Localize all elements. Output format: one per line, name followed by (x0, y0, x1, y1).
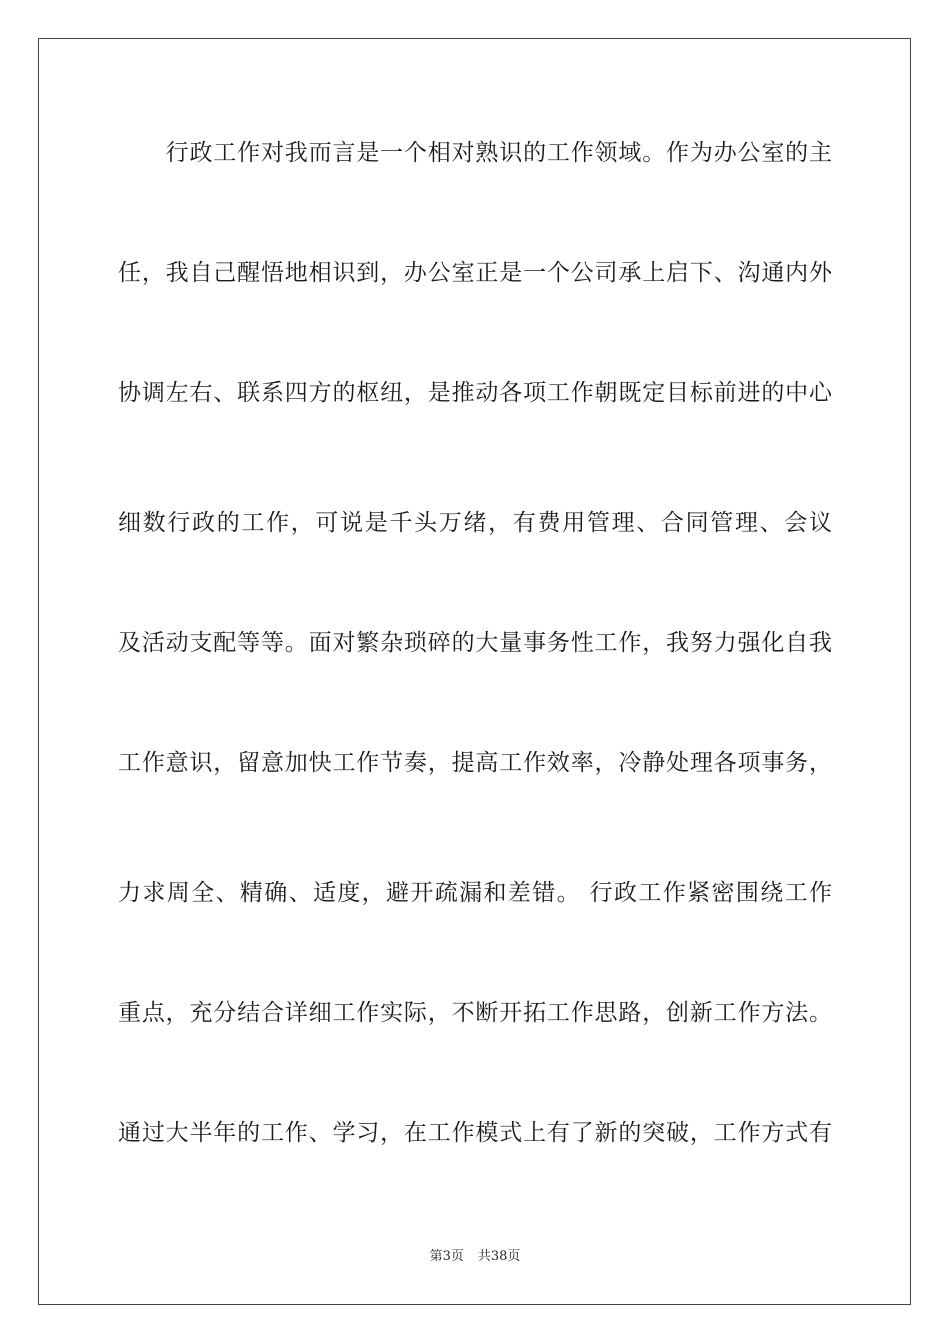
body-text-line-7: 力求周全、精确、适度，避开疏漏和差错。 行政工作紧密围绕工作 (118, 880, 832, 906)
body-text-line-9: 通过大半年的工作、学习，在工作模式上有了新的突破，工作方式有 (118, 1120, 832, 1146)
body-text-line-8: 重点，充分结合详细工作实际，不断开拓工作思路，创新工作方法。 (118, 1000, 832, 1026)
page-border (38, 38, 911, 1305)
body-text-line-4: 细数行政的工作，可说是千头万绪，有费用管理、合同管理、会议 (118, 510, 832, 536)
page-footer (0, 1245, 950, 1264)
body-text-line-5: 及活动支配等等。面对繁杂琐碎的大量事务性工作，我努力强化自我 (118, 630, 832, 656)
page-total: 共38页 (477, 1249, 521, 1264)
body-text-line-2: 任，我自己醒悟地相识到，办公室正是一个公司承上启下、沟通内外 (118, 260, 832, 286)
body-text-line-1: 行政工作对我而言是一个相对熟识的工作领域。作为办公室的主 (118, 140, 832, 166)
body-text-line-6: 工作意识，留意加快工作节奏，提高工作效率，冷静处理各项事务， (118, 750, 832, 776)
body-text-line-3: 协调左右、联系四方的枢纽，是推动各项工作朝既定目标前进的中心 (118, 380, 832, 406)
page-number: 第3页 (429, 1249, 464, 1264)
